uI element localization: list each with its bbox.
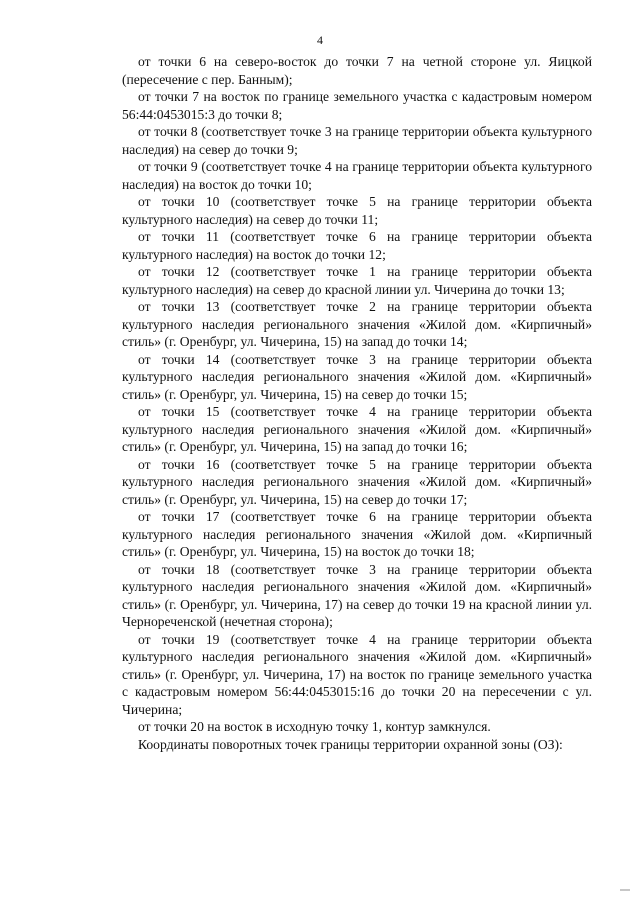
page-number: 4 — [317, 33, 323, 47]
paragraph: Координаты поворотных точек границы территории охранной зоны (ОЗ): — [138, 736, 563, 752]
document-body — [122, 53, 592, 753]
scan-edge-mark — [620, 889, 630, 891]
paragraph: от точки 6 на северо-восток до точки 7 на четной стороне ул. Яицкой (пересечение с пер. Банным); — [122, 54, 592, 87]
paragraph: от точки 20 на восток в исходную точку 1, контур замкнулся. — [138, 719, 491, 734]
paragraph: от точки 16 (соответствует точке 5 на границе территории объекта культурного наследия регионального значения «Жилой дом. «Кирпичный» стиль» (г. Оренбург, ул. Чичерина, 15) на север до точки 17; — [122, 456, 592, 507]
paragraph: от точки 9 (соответствует точке 4 на границе территории объекта культурного наследия) на восток до точки 10; — [122, 159, 592, 192]
paragraph: от точки 14 (соответствует точке 3 на границе территории объекта культурного наследия регионального значения «Жилой дом. «Кирпичный» стиль» (г. Оренбург, ул. Чичерина, 15) на север до точки 15; — [122, 351, 592, 402]
paragraph: от точки 15 (соответствует точке 4 на границе территории объекта культурного наследия регионального значения «Жилой дом. «Кирпичный» стиль» (г. Оренбург, ул. Чичерина, 15) на запад до точки 16; — [122, 404, 592, 454]
paragraph: от точки 12 (соответствует точке 1 на границе территории объекта культурного наследия) на север до красной линии ул. Чичерина до точки 13; — [122, 264, 592, 297]
paragraph: от точки 18 (соответствует точке 3 на границе территории объекта культурного наследия регионального значения «Жилой дом. «Кирпичный» стиль» (г. Оренбург, ул. Чичерина, 17) на север до точки 19 на красной линии ул. Чернореченской (нечетная сторона); — [122, 561, 592, 629]
paragraph: от точки 13 (соответствует точке 2 на границе территории объекта культурного наследия регионального значения «Жилой дом. «Кирпичный» стиль» (г. Оренбург, ул. Чичерина, 15) на запад до точки 14; — [122, 299, 592, 349]
paragraph: от точки 7 на восток по границе земельного участка с кадастровым номером 56:44:0453015:3 до точки 8; — [122, 89, 592, 122]
paragraph: от точки 17 (соответствует точке 6 на границе территории объекта культурного наследия регионального значения «Жилой дом. «Кирпичный стиль» (г. Оренбург, ул. Чичерина, 15) на восток до точки 18; — [122, 509, 592, 559]
paragraph: от точки 10 (соответствует точке 5 на границе территории объекта культурного наследия) на север до точки 11; — [122, 194, 592, 227]
paragraph: от точки 19 (соответствует точке 4 на границе территории объекта культурного наследия регионального значения «Жилой дом. «Кирпичный» стиль» (г. Оренбург, ул. Чичерина, 17) на восток по границе земельного участка с кадастровым номером 56:44:0453015:16 до точки 20 на пересечении с ул. Чичерина; — [122, 631, 592, 717]
paragraph: от точки 11 (соответствует точке 6 на границе территории объекта культурного наследия) на восток до точки 12; — [122, 229, 592, 262]
paragraph: от точки 8 (соответствует точке 3 на границе территории объекта культурного наследия) на север до точки 9; — [122, 124, 592, 157]
